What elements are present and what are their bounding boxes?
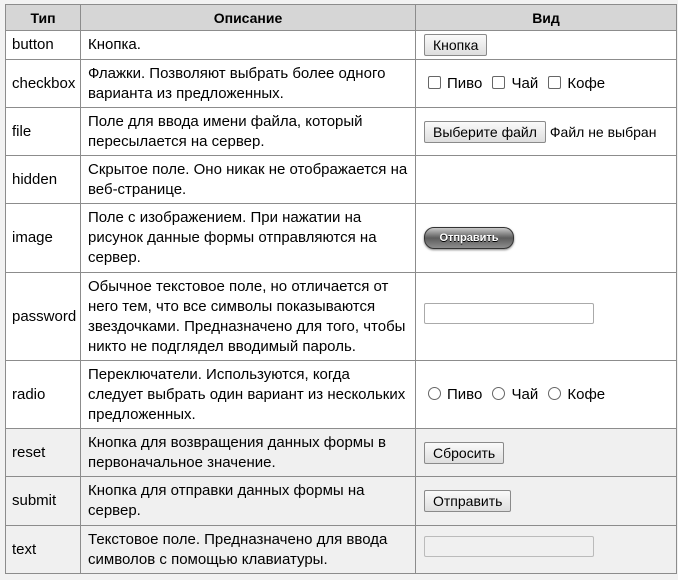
row-text xyxy=(6,526,677,574)
image-submit-button[interactable]: Отправить xyxy=(424,227,514,249)
desc-cell: Обычное текстовое поле, но отличается от него тем, что все символы показываются звездочками. Предназначено для того, чтобы никто не подглядел вводимый пароль. xyxy=(81,273,416,361)
checkbox-label-coffee: Кофе xyxy=(567,74,606,92)
view-cell xyxy=(416,60,677,108)
desc-cell: Кнопка. xyxy=(81,31,416,60)
row-radio xyxy=(6,361,677,429)
type-cell: radio xyxy=(6,361,81,429)
password-input[interactable] xyxy=(424,303,594,324)
view-cell xyxy=(416,204,677,273)
demo-button[interactable]: Кнопка xyxy=(424,34,487,56)
row-reset xyxy=(6,429,677,477)
radio-label-tea: Чай xyxy=(511,385,539,403)
row-button xyxy=(6,31,677,60)
type-cell: file xyxy=(6,108,81,156)
row-file xyxy=(6,108,677,156)
row-submit xyxy=(6,477,677,526)
desc-cell: Флажки. Позволяют выбрать более одного варианта из предложенных. xyxy=(81,60,416,108)
type-cell: text xyxy=(6,526,81,574)
radio-coffee[interactable] xyxy=(548,387,561,400)
checkbox-label-tea: Чай xyxy=(511,74,539,92)
checkbox-beer[interactable] xyxy=(428,76,441,89)
view-cell xyxy=(416,156,677,204)
desc-cell: Скрытое поле. Оно никак не отображается на веб-странице. xyxy=(81,156,416,204)
submit-button[interactable]: Отправить xyxy=(424,490,511,512)
view-cell xyxy=(416,361,677,429)
header-description: Описание xyxy=(81,5,416,31)
view-cell xyxy=(416,273,677,361)
input-types-table xyxy=(5,4,677,574)
view-cell xyxy=(416,429,677,477)
type-cell: submit xyxy=(6,477,81,526)
radio-label-coffee: Кофе xyxy=(567,385,606,403)
radio-tea[interactable] xyxy=(492,387,505,400)
row-password xyxy=(6,273,677,361)
reset-button[interactable]: Сбросить xyxy=(424,442,504,464)
desc-cell: Поле с изображением. При нажатии на рисунок данные формы отправляются на сервер. xyxy=(81,204,416,273)
checkbox-tea[interactable] xyxy=(492,76,505,89)
row-checkbox xyxy=(6,60,677,108)
type-cell: checkbox xyxy=(6,60,81,108)
choose-file-button[interactable]: Выберите файл xyxy=(424,121,546,143)
desc-cell: Поле для ввода имени файла, который пересылается на сервер. xyxy=(81,108,416,156)
desc-cell: Текстовое поле. Предназначено для ввода символов с помощью клавиатуры. xyxy=(81,526,416,574)
header-type: Тип xyxy=(6,5,81,31)
row-hidden xyxy=(6,156,677,204)
radio-label-beer: Пиво xyxy=(447,385,483,403)
row-image xyxy=(6,204,677,273)
checkbox-label-beer: Пиво xyxy=(447,74,483,92)
view-cell xyxy=(416,526,677,574)
type-cell: password xyxy=(6,273,81,361)
desc-cell: Кнопка для отправки данных формы на сервер. xyxy=(81,477,416,526)
desc-cell: Кнопка для возвращения данных формы в первоначальное значение. xyxy=(81,429,416,477)
file-status: Файл не выбран xyxy=(549,123,657,140)
header-row xyxy=(6,5,677,31)
checkbox-coffee[interactable] xyxy=(548,76,561,89)
desc-cell: Переключатели. Используются, когда следует выбрать один вариант из нескольких предложенных. xyxy=(81,361,416,429)
view-cell xyxy=(416,31,677,60)
text-input[interactable] xyxy=(424,536,594,557)
view-cell xyxy=(416,477,677,526)
type-cell: image xyxy=(6,204,81,273)
type-cell: reset xyxy=(6,429,81,477)
radio-beer[interactable] xyxy=(428,387,441,400)
view-cell xyxy=(416,108,677,156)
header-view: Вид xyxy=(416,5,677,31)
type-cell: button xyxy=(6,31,81,60)
type-cell: hidden xyxy=(6,156,81,204)
